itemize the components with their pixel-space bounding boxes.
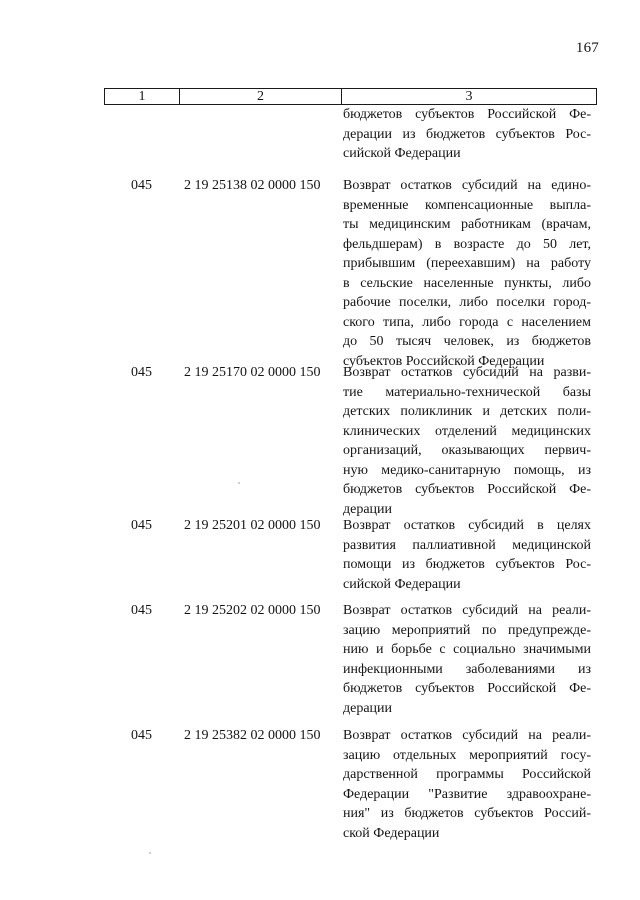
header-cell-3: 3	[465, 89, 473, 104]
description-line: дерации	[343, 501, 393, 517]
description-line: инфекционными заболеваниями из	[343, 661, 591, 677]
description-line: временные компенсационные выпла-	[343, 197, 591, 213]
row-admin-code: 045	[131, 728, 152, 743]
description-line: ную медико-санитарную помощь, из	[343, 462, 591, 478]
description-line: дарственной программы Российской	[343, 767, 591, 782]
row-admin-code: 045	[131, 365, 152, 380]
table-header-row	[104, 88, 597, 105]
row-budget-code: 2 19 25202 02 0000 150	[184, 603, 321, 618]
description-line: рабочие поселки, либо поселки город-	[343, 295, 591, 310]
description-line: бюджетов субъектов Российской Фе-	[343, 482, 591, 497]
row-budget-code: 2 19 25382 02 0000 150	[184, 728, 321, 743]
continuation-description	[343, 105, 591, 164]
row-description	[343, 726, 591, 843]
description-line: сийской Федерации	[343, 146, 461, 161]
header-cell-2: 2	[180, 89, 342, 104]
row-admin-code: 045	[131, 603, 152, 618]
scan-artifact-dot	[238, 482, 240, 484]
row-description	[343, 601, 591, 718]
description-line: фельдшерам) в возрасте до 50 лет,	[343, 236, 591, 252]
description-line: в сельские населенные пункты, либо	[343, 275, 591, 291]
row-description	[343, 516, 591, 594]
description-line: нию и борьбе с социально значимыми	[343, 642, 591, 657]
description-line: ния" из бюджетов субъектов Россий-	[343, 806, 591, 821]
description-line: Возврат остатков субсидий на реали-	[343, 728, 591, 743]
row-budget-code: 2 19 25170 02 0000 150	[184, 365, 321, 380]
description-line: дерации из бюджетов субъектов Рос-	[343, 126, 591, 142]
row-budget-code: 2 19 25138 02 0000 150	[184, 178, 321, 193]
description-line: бюджетов субъектов Российской Фе-	[343, 681, 591, 696]
description-line: тие материально-технической базы	[343, 384, 591, 400]
scan-artifact-dot	[149, 852, 151, 854]
description-line: клинических отделений медицинских	[343, 423, 591, 439]
description-line: субъектов Российской Федерации	[343, 353, 545, 369]
page-number: 167	[575, 40, 599, 56]
description-line: ской Федерации	[343, 825, 440, 841]
description-line: помощи из бюджетов субъектов Рос-	[343, 557, 591, 572]
description-line: ского типа, либо города с населением	[343, 314, 591, 330]
header-cell-1: 1	[105, 89, 180, 104]
description-line: прибывшим (переехавшим) на работу	[343, 256, 591, 271]
row-description	[343, 176, 591, 371]
description-line: Возврат остатков субсидий на реали-	[343, 603, 591, 618]
description-line: организаций, оказывающих первич-	[343, 443, 591, 458]
description-line: бюджетов субъектов Российской Фе-	[343, 107, 591, 122]
description-line: ты медицинским работникам (врачам,	[343, 217, 591, 232]
description-line: Возврат остатков субсидий в целях	[343, 518, 591, 533]
description-line: зацию мероприятий по предупрежде-	[343, 622, 591, 638]
description-line: детских поликлиник и детских поли-	[343, 404, 591, 419]
row-budget-code: 2 19 25201 02 0000 150	[184, 518, 321, 533]
description-line: дерации	[343, 700, 393, 716]
description-line: сийской Федерации	[343, 576, 461, 592]
description-line: Федерации "Развитие здравоохране-	[343, 786, 591, 802]
description-line: Возврат остатков субсидий на едино-	[343, 178, 591, 193]
row-admin-code: 045	[131, 178, 152, 193]
description-line: зацию отдельных мероприятий госу-	[343, 747, 591, 763]
row-admin-code: 045	[131, 518, 152, 533]
description-line: до 50 тысяч человек, из бюджетов	[343, 334, 591, 349]
description-line: Возврат остатков субсидий на разви-	[343, 365, 591, 380]
row-description	[343, 363, 591, 519]
description-line: развития паллиативной медицинской	[343, 537, 591, 553]
